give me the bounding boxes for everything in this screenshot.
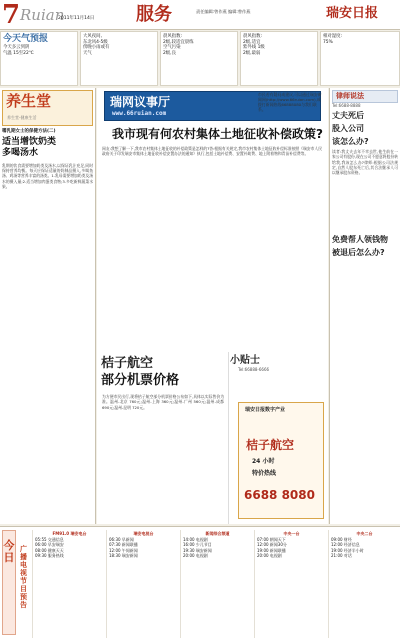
ticket-headline: 桔子航空 xyxy=(101,356,154,371)
weather-box xyxy=(320,31,400,86)
weather-box-line: 75% xyxy=(323,39,333,45)
weather-box-head: 晨风指数: xyxy=(163,34,183,39)
ad-phone: 6688 8080 xyxy=(244,488,315,502)
tv-column xyxy=(180,530,252,638)
tv-program: 19:00 经济半小时 xyxy=(331,547,364,553)
tv-program: 18:30 瑞安新闻 xyxy=(109,552,138,558)
ad-line: 特价热线 xyxy=(252,470,277,477)
tv-program: 12:00 午间新闻 xyxy=(109,547,138,553)
legal-headline: 该怎么办? xyxy=(332,137,369,146)
tv-program: 20:00 电视剧 xyxy=(257,552,282,558)
article-kicker: 嗜乳期女士的保健方法(二) xyxy=(2,129,56,134)
tip-phone: Tel:66888-6666 xyxy=(238,367,270,372)
tv-program: 19:30 瑞安新闻 xyxy=(183,547,212,553)
weather-box-head: 相对湿度: xyxy=(323,34,343,39)
legal-headline: 免费帮人领钱物 xyxy=(332,235,388,245)
article-headline: 多喝汤水 xyxy=(2,147,39,158)
tv-channel: 新闻综合频道 xyxy=(205,531,230,536)
weather-box-line: 空气污染 xyxy=(163,45,181,51)
legal-headline: 丈夫死后 xyxy=(332,111,364,120)
tv-program: 06:00 早安瑞安 xyxy=(35,542,64,548)
lawyer-phone: Tel:6688-8888 xyxy=(332,103,361,108)
editors-credit: 责任编辑:曾作燕 编辑:曾作燕 xyxy=(196,9,251,14)
tv-column xyxy=(254,530,326,638)
legal-headline: 被退后怎么办? xyxy=(332,248,385,258)
masthead-logo: 瑞安日报 xyxy=(326,6,379,21)
forum-hotline: 市民若有疑问或建议,可以通过瑞安新闻网(http://www.66ruian.com),或拨打新闻热线66888080与我们联系。 xyxy=(258,92,322,112)
legal-headline: 股入公司 xyxy=(332,124,364,133)
issue-date: 2011年11月14日 xyxy=(58,16,95,21)
tv-program: 07:00 朝闻天下 xyxy=(257,537,286,543)
tv-program: 12:00 经济信息 xyxy=(331,542,360,548)
health-logo-sub: 养生堂-健康生活 xyxy=(7,115,37,120)
tv-channel: 瑞安电视台 xyxy=(133,531,154,536)
weather-today: 今天多云到阴 xyxy=(3,45,30,50)
article-headline: 适当增饮奶类 xyxy=(2,136,57,147)
tv-program: 19:00 新闻联播 xyxy=(257,547,286,553)
weather-box-line: 2级,最弱 xyxy=(243,50,261,56)
tv-program: 21:00 对话 xyxy=(331,552,352,558)
tv-program: 05:55 交通信息 xyxy=(35,537,64,543)
tv-column xyxy=(328,530,398,638)
weather-panel xyxy=(0,31,78,86)
forum-banner-url: www.66ruian.com xyxy=(112,110,167,117)
weather-box xyxy=(240,31,318,86)
tv-program: 07:30 新闻联播 xyxy=(109,542,138,548)
weather-temp: 气温 15至22℃ xyxy=(3,50,34,56)
legal-column xyxy=(329,88,400,524)
tv-program: 08:00 健康天天 xyxy=(35,547,64,553)
forum-banner-title: 瑞网议事厅 xyxy=(110,95,171,109)
health-logo-box xyxy=(2,90,93,126)
brand-pinyin: Ruian xyxy=(20,6,65,24)
forum-body: 网友:我想了解一下,我市农村集体土地征收的补偿政策是怎样的?答:根据有关规定,我市农村集体土地征收补偿标准按照《瑞安市人民政府关于印发瑞安市集体土地征收补偿安置办法的通知》执行,包括土地补偿费、安置补助费、地上附着物和青苗补偿费等。 xyxy=(102,146,322,157)
ticket-body: 为方便市民出行,现将桔子航空部分机票价格公布如下,具体以实际售价为准。温州-北京 760元;温州-上海 360元;温州-广州 560元;温州-成都 690元;温州-昆明 720元。 xyxy=(102,394,224,410)
weather-box-line: 2级,良 xyxy=(163,50,176,56)
page-number: 7 xyxy=(2,0,21,30)
weather-box-line: 2级,较适宜晨练 xyxy=(163,39,194,45)
tv-program: 16:00 少儿节目 xyxy=(183,542,212,548)
tv-program: 14:00 电视剧 xyxy=(183,537,208,543)
tv-column xyxy=(32,530,104,638)
tv-program: 12:00 新闻30分 xyxy=(257,542,287,548)
weather-box xyxy=(80,31,158,86)
ad-brand: 桔子航空 xyxy=(246,438,295,452)
weather-box-line: 东北风4-5级 xyxy=(83,39,108,45)
lawyer-header: 律师说法 xyxy=(332,90,398,103)
weather-title: 今天气预报 xyxy=(3,34,49,44)
tv-program: 09:00 财经 xyxy=(331,537,352,543)
health-logo: 养生堂 xyxy=(6,92,52,110)
tv-channel: FM91.0 瑞安电台 xyxy=(52,531,87,536)
article-body: 乳期的饮食需要增加奶类及汤水,以保证乳汁充足,同时保持营养均衡。每天应保证适量的奶制品摄入,多喝鱼汤、鸡汤等营养丰富的汤类。1.乳母需要增加奶类及汤水的摄入量;2.适当增加肉蛋类食物;3.多吃新鲜蔬菜水果。 xyxy=(2,162,93,189)
weather-box-line: 紫外线 1级 xyxy=(243,45,265,51)
weather-box-head: 大风夜间, xyxy=(83,34,102,39)
ad-line: 24 小时 xyxy=(252,458,275,465)
tip-title: 小贴士 xyxy=(230,355,260,366)
tv-column xyxy=(106,530,178,638)
weather-box-line: 2级,适宜 xyxy=(243,39,261,45)
weather-box-line: 傍晚小雨或有 xyxy=(83,45,110,51)
health-column xyxy=(0,88,96,524)
tv-label-vertical: 广播电视节目预告 xyxy=(20,545,27,609)
tv-channel: 中央一台 xyxy=(283,531,300,536)
legal-body: 读者:我丈夫去年不幸去世,他生前在一家公司有股份,现在公司不愿意将股份转给我,我该怎么办?律师:根据公司法规定,自然人股东死亡后,其合法继承人可以继承股东资格。 xyxy=(332,149,398,176)
weather-box xyxy=(160,31,238,86)
forum-headline: 我市现有何农村集体土地征收补偿政策? xyxy=(112,127,323,141)
ticket-headline: 部分机票价格 xyxy=(101,373,180,388)
tv-program: 20:00 电视剧 xyxy=(183,552,208,558)
tv-channel: 中央二台 xyxy=(356,531,373,536)
weather-box-head: 晨风指数: xyxy=(243,34,263,39)
ad-line: 瑞安日报数字产业 xyxy=(245,407,286,413)
tv-program: 06:30 早新闻 xyxy=(109,537,134,543)
weather-box-line: 天气 xyxy=(83,50,92,56)
section-title: 服务 xyxy=(136,4,172,25)
tv-label: 今日 xyxy=(3,539,15,564)
tv-program: 09:30 服务热线 xyxy=(35,552,64,558)
